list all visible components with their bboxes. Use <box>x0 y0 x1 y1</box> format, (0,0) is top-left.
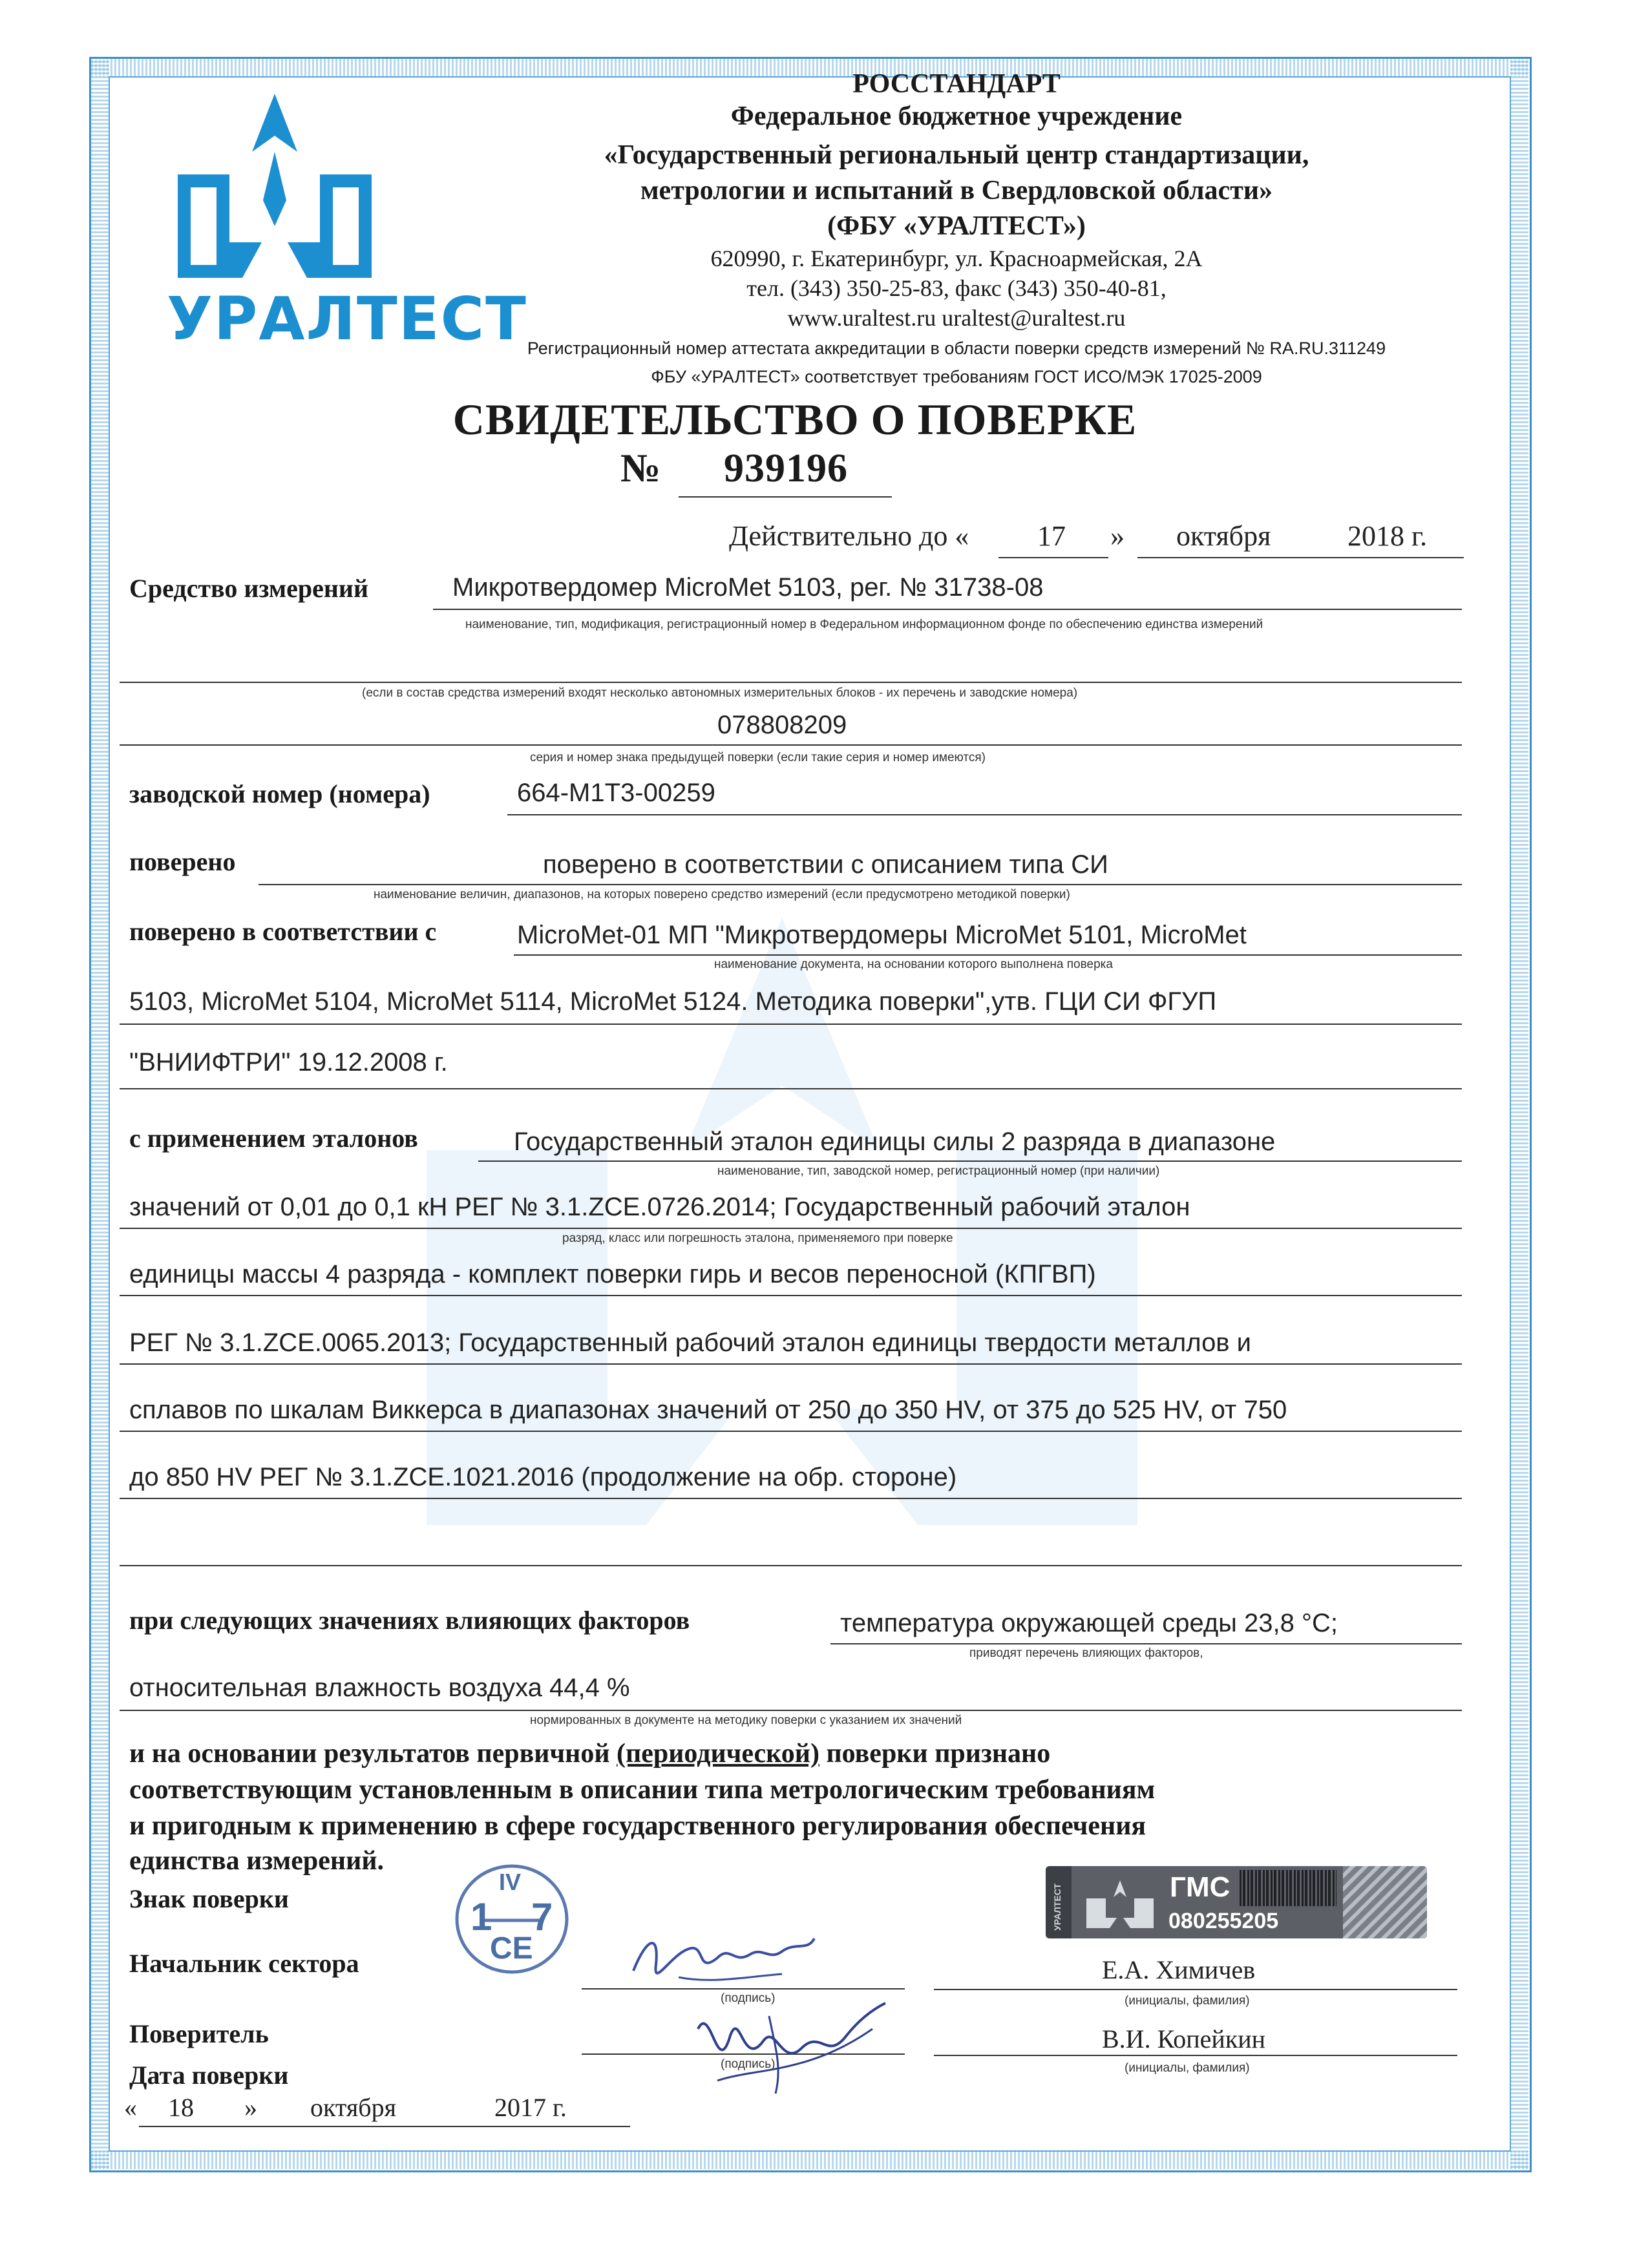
method-line1: MicroMet-01 МП "Микротвердомеры MicroMet 5101, MicroMet <box>517 921 1247 949</box>
serial-value: 664-M1T3-00259 <box>517 779 715 807</box>
org-web: www.uraltest.ru uraltest@uraltest.ru <box>787 305 1126 331</box>
sticker-hologram <box>1343 1866 1427 1938</box>
standards-underline4 <box>120 1363 1462 1365</box>
stamp-bottom: CE <box>490 1931 533 1966</box>
method-label: поверено в соответствии с <box>129 917 437 946</box>
mark-label: Знак поверки <box>129 1884 289 1913</box>
conclusion-line4: единства измерений. <box>129 1846 385 1876</box>
org-short-name: (ФБУ «УРАЛТЕСТ») <box>827 211 1086 241</box>
conclusion-line1 <box>129 1738 1050 1769</box>
valid-month-underline <box>1137 557 1464 558</box>
standards-line5: сплавов по шкалам Виккерса в диапазонах значений от 250 до 350 HV, от 375 до 525 HV, от 750 <box>129 1396 1287 1424</box>
blocks-underline <box>120 682 1462 683</box>
certificate-title: СВИДЕТЕЛЬСТВО О ПОВЕРКЕ <box>452 395 1137 444</box>
stamp-top: IV <box>499 1869 522 1895</box>
serial-label: заводской номер (номера) <box>129 779 430 808</box>
standards-label: с применением эталонов <box>129 1124 418 1153</box>
standards-underline5 <box>120 1431 1462 1432</box>
standards-line4: РЕГ № 3.1.ZCE.0065.2013; Государственный рабочий эталон единицы твердости металлов и <box>129 1328 1252 1357</box>
verification-stamp <box>452 1861 572 1977</box>
sticker-brand-strip <box>1046 1866 1072 1938</box>
conclusion-line1-c: поверки признано <box>819 1739 1051 1769</box>
valid-day: 17 <box>1037 520 1066 552</box>
valid-day-underline <box>998 557 1108 558</box>
method-line2: 5103, MicroMet 5104, MicroMet 5114, MicroMet 5124. Методика поверки",утв. ГЦИ СИ ФГУП <box>129 987 1217 1016</box>
conclusion-line3: и пригодным к применению в сфере государственного регулирования обеспечения <box>129 1811 1146 1841</box>
number-underline <box>679 496 892 498</box>
factors-line1: температура окружающей среды 23,8 °С; <box>840 1609 1338 1637</box>
valid-month: октября <box>1176 520 1271 552</box>
method-underline1 <box>514 954 1462 956</box>
stamp-right: 7 <box>531 1895 553 1938</box>
sticker-gmc: ГМС <box>1170 1871 1231 1903</box>
valid-quote-close: » <box>1110 520 1125 552</box>
standards-line3: единицы массы 4 разряда - комплект поверки гирь и весов переносной (КПГВП) <box>129 1260 1096 1288</box>
head-label: Начальник сектора <box>129 1949 359 1978</box>
verifier-name: В.И. Копейкин <box>1102 2024 1266 2053</box>
head-name-caption: (инициалы, фамилия) <box>1125 1994 1250 2008</box>
blank-underline <box>120 1565 1462 1566</box>
date-label: Дата поверки <box>129 2061 289 2090</box>
method-underline2 <box>120 1024 1462 1025</box>
date-month: октября <box>310 2093 397 2122</box>
conclusion-line2: соответствующим установленным в описании типа метрологическим требованиям <box>129 1775 1156 1805</box>
standards-line2: значений от 0,01 до 0,1 кН РЕГ № 3.1.ZCE.0726.2014; Государственный рабочий эталон <box>129 1193 1190 1221</box>
method-caption: наименование документа, на основании которого выполнена поверка <box>714 958 1113 971</box>
agency-name: РОССТАНДАРТ <box>852 69 1061 99</box>
standards-underline1 <box>478 1160 1462 1162</box>
standards-caption1: наименование, тип, заводской номер, регистрационный номер (при наличии) <box>717 1164 1160 1178</box>
valid-year: 2018 г. <box>1347 520 1428 552</box>
factors-label: при следующих значениях влияющих факторов <box>129 1606 690 1635</box>
prev-mark-caption: серия и номер знака предыдущей поверки (если такие серия и номер имеются) <box>530 751 986 764</box>
method-underline3 <box>120 1088 1462 1089</box>
verifier-sign-caption: (подпись) <box>721 2057 776 2071</box>
verified-label: поверено <box>129 847 236 876</box>
prev-mark-value: 078808209 <box>717 711 847 739</box>
method-line3: "ВНИИФТРИ" 19.12.2008 г. <box>129 1048 448 1076</box>
certificate-number-sign: № <box>620 446 662 490</box>
standards-underline6 <box>120 1498 1462 1499</box>
factors-underline1 <box>830 1643 1462 1644</box>
verifier-label: Поверитель <box>129 2019 269 2048</box>
verifier-name-line <box>934 2055 1457 2056</box>
blocks-caption: (если в состав средства измерений входят несколько автономных измерительных блоков - их перечень и заводские номера) <box>362 686 1078 700</box>
standards-caption2: разряд, класс или погрешность эталона, применяемого при поверке <box>562 1232 953 1245</box>
org-phones: тел. (343) 350-25-83, факс (343) 350-40-81, <box>746 275 1167 301</box>
uraltest-logo-icon <box>165 90 385 284</box>
hologram-sticker <box>1046 1866 1427 1938</box>
org-name-line2: метрологии и испытаний в Свердловской области» <box>640 176 1273 205</box>
verified-value: поверено в соответствии с описанием типа СИ <box>543 850 1108 879</box>
border-pattern-right <box>1510 59 1528 2168</box>
border-pattern-left <box>91 59 109 2168</box>
head-name: Е.А. Химичев <box>1102 1955 1256 1984</box>
border-pattern-bottom <box>91 2151 1530 2169</box>
factors-underline2 <box>120 1710 1462 1711</box>
date-close-quote: » <box>244 2093 257 2122</box>
sticker-code: 080255205 <box>1168 1909 1279 1933</box>
instrument-label: Средство измерений <box>129 574 369 603</box>
certificate-number: 939196 <box>724 446 848 490</box>
stamp-left: 1 <box>470 1895 492 1938</box>
factors-caption2: нормированных в документе на методику поверки с указанием их значений <box>530 1714 962 1727</box>
conclusion-line1-a: и на основании результатов первичной <box>129 1739 617 1769</box>
date-year: 2017 г. <box>494 2093 567 2122</box>
verifier-signature <box>679 1990 898 2100</box>
standards-line6: до 850 HV РЕГ № 3.1.ZCE.1021.2016 (продолжение на обр. стороне) <box>129 1463 957 1491</box>
standards-line1: Государственный эталон единицы силы 2 разряда в диапазоне <box>514 1128 1276 1156</box>
org-type: Федеральное бюджетное учреждение <box>730 101 1183 131</box>
date-day: 18 <box>168 2093 194 2122</box>
logo-wordmark: УРАЛТЕСТ <box>167 284 527 353</box>
conclusion-periodic: (периодической) <box>617 1739 819 1769</box>
verifier-name-caption: (инициалы, фамилия) <box>1125 2061 1250 2075</box>
standards-underline3 <box>120 1295 1462 1296</box>
verified-caption: наименование величин, диапазонов, на которых поверено средство измерений (если предусмотрено методикой поверки) <box>374 888 1070 901</box>
head-sign-caption: (подпись) <box>721 1991 776 2005</box>
sticker-brand: УРАЛТЕСТ <box>1052 1883 1062 1931</box>
serial-underline <box>507 814 1462 815</box>
accreditation-number: Регистрационный номер аттестата аккредитации в области поверки средств измерений № RA.RU.311249 <box>527 339 1386 358</box>
factors-line2: относительная влажность воздуха 44,4 % <box>129 1674 630 1702</box>
org-name-line1: «Государственный региональный центр стандартизации, <box>604 140 1309 170</box>
factors-caption1: приводят перечень влияющих факторов, <box>969 1646 1203 1660</box>
instrument-underline <box>433 609 1462 610</box>
org-address: 620990, г. Екатеринбург, ул. Красноармейская, 2А <box>710 246 1203 271</box>
instrument-caption: наименование, тип, модификация, регистрационный номер в Федеральном информационном фонде по обеспечению единства измерений <box>465 618 1263 631</box>
sticker-logo-icon <box>1081 1879 1159 1931</box>
standards-underline2 <box>120 1228 1462 1229</box>
valid-until-label: Действительно до « <box>729 520 969 552</box>
instrument-value: Микротвердомер MicroMet 5103, рег. № 31738-08 <box>452 573 1044 602</box>
date-underline <box>139 2126 630 2127</box>
prev-mark-underline <box>120 744 1462 746</box>
verified-underline <box>259 884 1462 885</box>
head-name-line <box>934 1989 1457 1990</box>
iso-compliance: ФБУ «УРАЛТЕСТ» соответствует требованиям ГОСТ ИСО/МЭК 17025-2009 <box>651 367 1262 386</box>
sticker-barcode <box>1240 1870 1336 1906</box>
date-open-quote: « <box>124 2093 137 2122</box>
